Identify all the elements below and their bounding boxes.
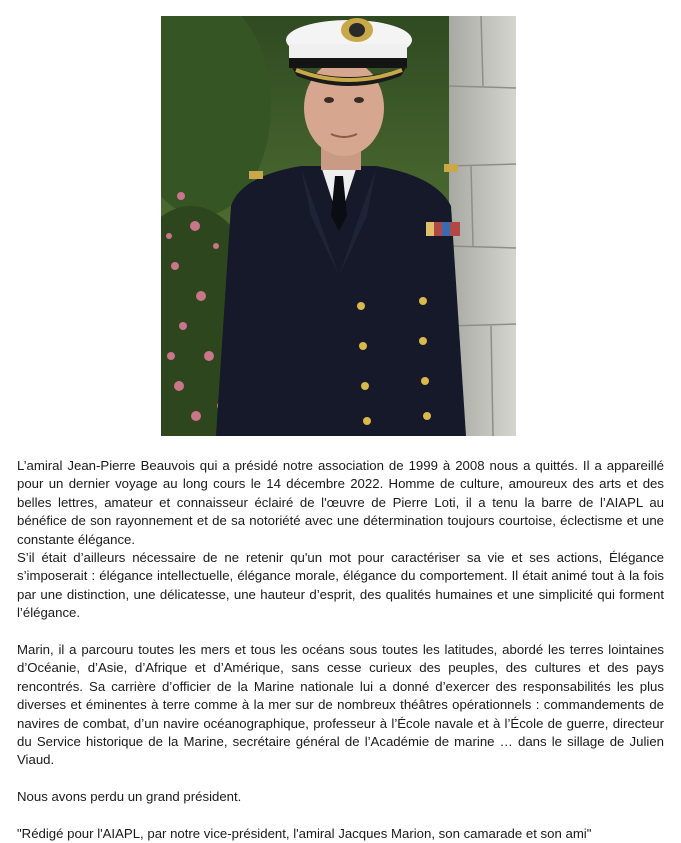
paragraph-loss: Nous avons perdu un grand président. (17, 789, 242, 805)
signature-line: "Rédigé pour l'AIAPL, par notre vice-président, l'amiral Jacques Marion, son camarade et son ami" (17, 826, 592, 842)
paragraph-career: Marin, il a parcouru toutes les mers et tous les océans sous toutes les latitudes, abordé les terres lointaines d’Océanie, d’Asie, d’Afrique et d’Amérique, sans cesse curieux des peuples, des cultures et des pays rencontrés. Sa carrière d’officier de la Marine nationale lui a donné d’exercer des responsabilités les plus diverses et éminentes à terre comme à la mer sur de nombreux théâtres opérationnels : commandements de navires de combat, d’un navire océanographique, professeur à l’École navale et à l’École de guerre, directeur du Service historique de la Marine, secrétaire général de l’Académie de marine … dans le sillage de Julien Viaud. (17, 642, 664, 768)
paragraph-elegance: S’il était d’ailleurs nécessaire de ne retenir qu'un mot pour caractériser sa vie et ses actions, Élégance s’imposerait : élégance intellectuelle, élégance morale, élégance du comportement. Il était animé tout à la fois par une distinction, une délicatesse, une hauteur d’esprit, des qualités humaines et une simplicité qui forment l’élégance. (17, 550, 664, 621)
admiral-portrait-photo (161, 16, 516, 436)
portrait-illustration (161, 16, 516, 436)
article-body (17, 457, 664, 843)
paragraph-intro: L’amiral Jean-Pierre Beauvois qui a présidé notre association de 1999 à 2008 nous a quittés. Il a appareillé pour un dernier voyage au long cours le 14 décembre 2022. Homme de culture, amoureux des arts et des belles lettres, amateur et connaisseur éclairé de l'œuvre de Pierre Loti, il a tenu la barre de l’AIAPL au bénéfice de son rayonnement et de sa notoriété avec une détermination toujours courtoise, éclectisme et une constante élégance. (17, 458, 664, 547)
